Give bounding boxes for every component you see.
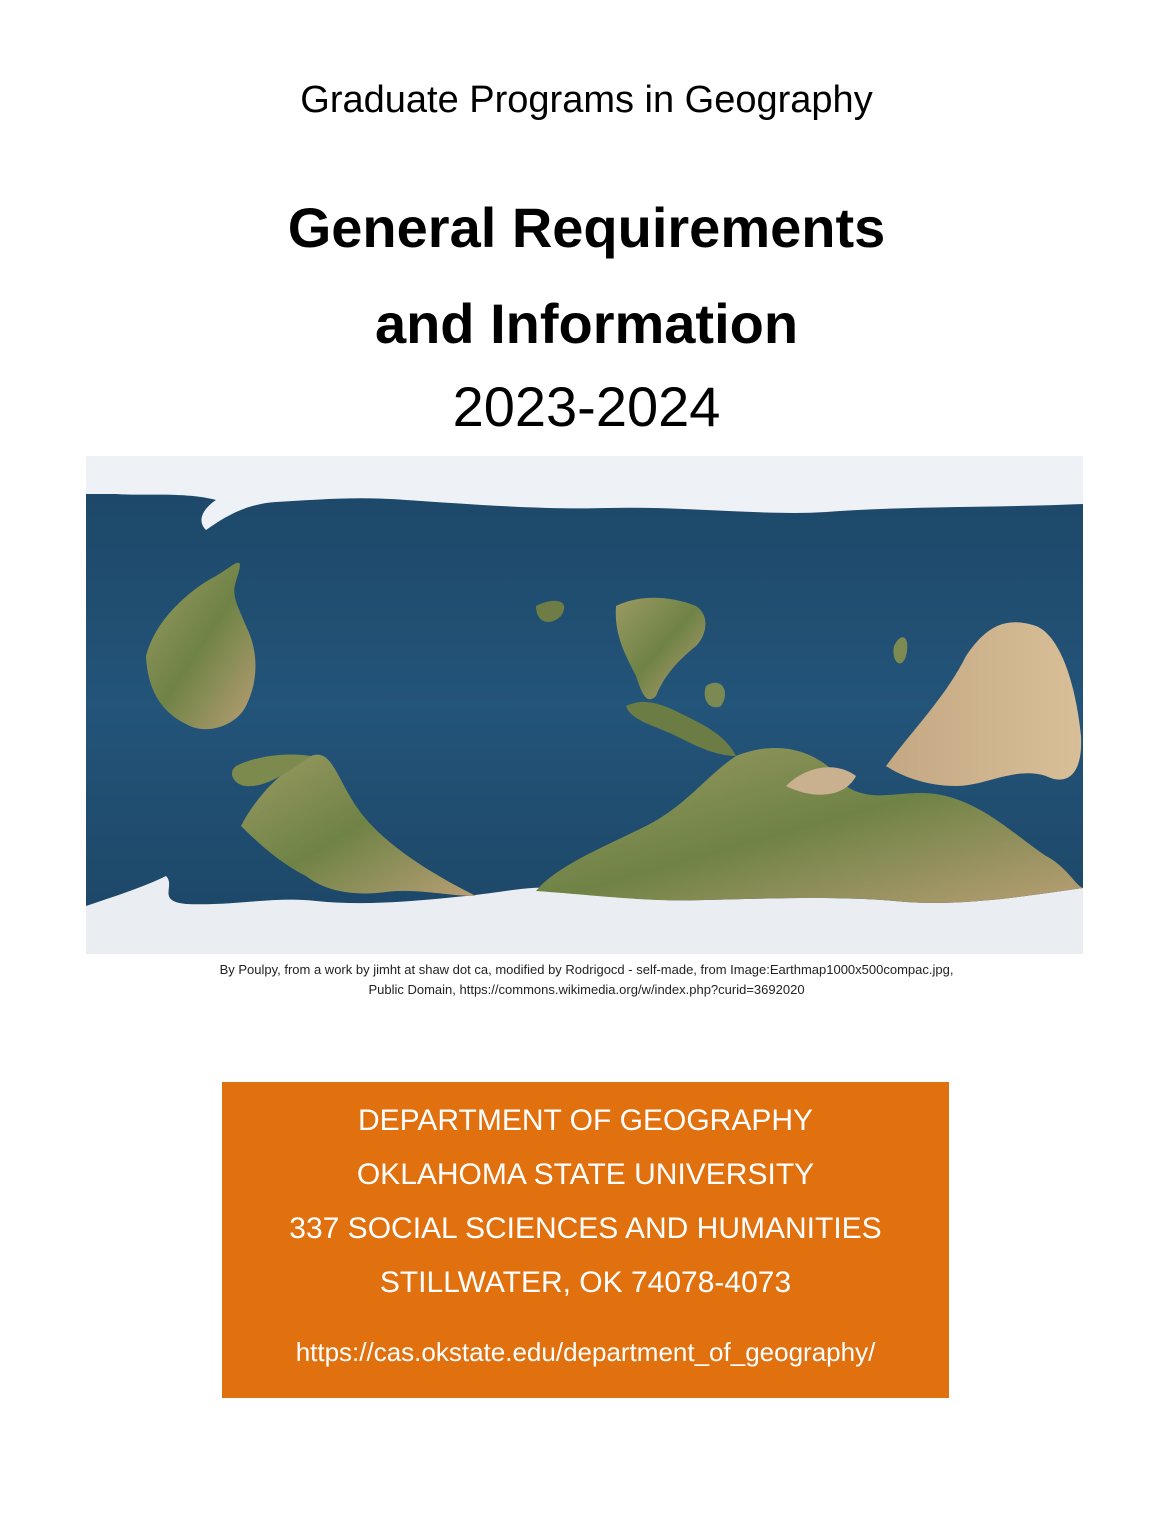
image-credit-caption	[0, 960, 1173, 1000]
title-line-2: and Information	[374, 292, 799, 355]
title-line-1: General Requirements	[287, 196, 886, 259]
academic-year: 2023-2024	[452, 375, 721, 438]
university-name: OKLAHOMA STATE UNIVERSITY	[356, 1158, 815, 1191]
address-lines	[222, 1094, 949, 1310]
world-map-graphic	[86, 456, 1083, 954]
address-box	[222, 1082, 949, 1398]
building-address: 337 SOCIAL SCIENCES AND HUMANITIES	[289, 1212, 882, 1245]
city-state-zip: STILLWATER, OK 74078-4073	[379, 1266, 792, 1299]
subtitle: Graduate Programs in Geography	[300, 79, 873, 121]
department-name: DEPARTMENT OF GEOGRAPHY	[357, 1104, 814, 1137]
page-title	[0, 180, 1173, 372]
caption-line-1: By Poulpy, from a work by jimht at shaw dot ca, modified by Rodrigocd - self-made, from Image:Earthmap1000x500compac.jpg,	[219, 962, 954, 977]
world-map-image	[86, 456, 1083, 954]
caption-line-2: Public Domain, https://commons.wikimedia.org/w/index.php?curid=3692020	[368, 982, 805, 997]
department-website-link[interactable]: https://cas.okstate.edu/department_of_geography/	[295, 1337, 876, 1367]
